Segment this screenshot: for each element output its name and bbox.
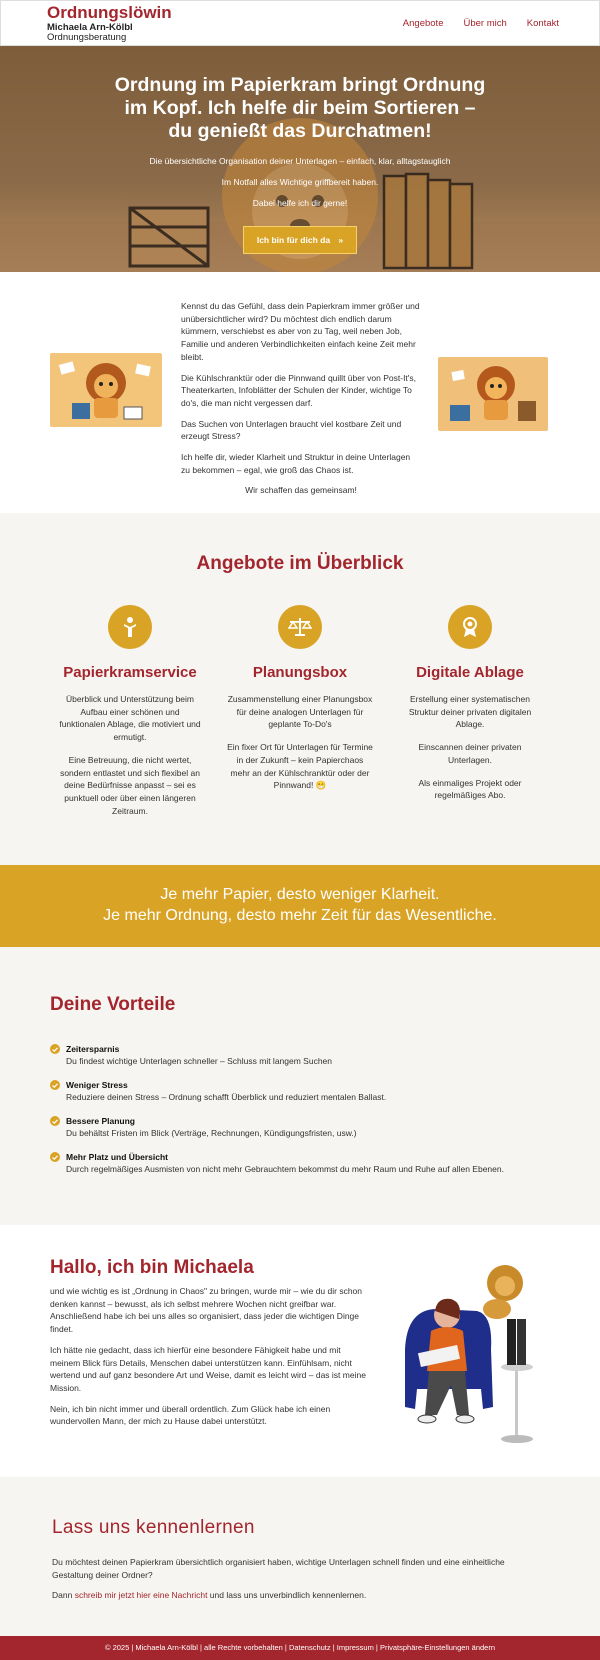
offer-paragraph: Als einmaliges Projekt oder regelmäßiges Abo. [418, 777, 522, 801]
benefits-section [0, 947, 600, 1225]
offers-grid [0, 605, 600, 827]
hero-text [0, 156, 600, 209]
offer-text [215, 693, 385, 792]
about-paragraph: und wie wichtig es ist „Ordnung in Chaos" zu bringen, wurde mir – wie du dir schon denken kannst – bewusst, als ich selbst mehrere Wochen nicht greifbar war. Anschließend habe ich bei uns alles so organisiert, dass jeder die wichtigen Dinge findet. [50, 1286, 363, 1335]
hero-cta-label: Ich bin für dich da [256, 235, 331, 245]
lion-reading-illustration [50, 353, 162, 427]
contact-text-after: und lass uns unverbindlich kennenlernen. [207, 1590, 367, 1601]
benefit-item [50, 1115, 550, 1139]
intro-text [181, 300, 421, 505]
nav-link-ueber-mich[interactable]: Über mich [463, 17, 507, 29]
about-section [0, 1225, 600, 1477]
site-header [0, 0, 600, 46]
footer-text: © 2025 | Michaela Arn-Kölbl | alle Rechte vorbehalten | Datenschutz | Impressum | Privatsphäre-Einstellungen ändern [104, 1643, 496, 1652]
benefit-text: Du behältst Fristen im Blick (Verträge, Rechnungen, Kündigungsfristen, usw.) [66, 1128, 357, 1138]
about-paragraph: Ich hätte nie gedacht, dass ich hierfür eine besondere Fähigkeit habe und mit meinem Blick fürs Details, Menschen dabei unterstützen kann. Einfühlsam, nicht wertend und auf ganz besondere Art und Weise, damit es leicht wird – das ist meine Mission. [50, 1344, 366, 1393]
scale-icon [278, 605, 322, 649]
offer-card-digitale-ablage [385, 605, 555, 827]
double-chevron-right-icon: » [338, 235, 344, 245]
benefit-text: Durch regelmäßiges Ausmisten von nicht mehr Gebrauchtem bekommst du mehr Raum und Ruhe auf allen Ebenen. [66, 1164, 504, 1174]
contact-text [52, 1556, 548, 1602]
offer-text [385, 693, 555, 802]
benefit-text: Du findest wichtige Unterlagen schneller – Schluss mit langem Suchen [66, 1056, 332, 1066]
offer-paragraph: Eine Betreuung, die nicht wertet, sondern entlastet und sich flexibel an deine Bedürfnisse anpasst – sei es punktuell oder über einen längeren Zeitraum. [60, 754, 200, 816]
award-icon [448, 605, 492, 649]
check-icon [50, 1152, 60, 1162]
offer-paragraph: Erstellung einer systematischen Struktur deiner privaten digitalen Ablage. [408, 694, 532, 730]
offer-paragraph: Zusammenstellung einer Planungsbox für deine analogen Unterlagen für geplante To-Do's [227, 694, 373, 730]
offer-text [45, 693, 215, 817]
check-icon [50, 1080, 60, 1090]
about-text [50, 1285, 373, 1436]
check-icon [50, 1116, 60, 1126]
offer-title: Digitale Ablage [416, 664, 524, 681]
intro-paragraph: Ich helfe dir, wieder Klarheit und Struktur in deine Unterlagen zu bekommen – egal, wie groß das Chaos ist. [181, 452, 411, 475]
benefit-text: Reduziere deinen Stress – Ordnung schafft Überblick und reduziert mentalen Ballast. [66, 1092, 387, 1102]
hero-line: Dabei helfe ich dir gerne! [252, 198, 348, 208]
quote-line: Je mehr Papier, desto weniger Klarheit. [160, 886, 440, 903]
offer-title: Planungsbox [252, 664, 348, 681]
intro-closing: Wir schaffen das gemeinsam! [245, 485, 357, 496]
hero-title: Ordnung im Papierkram bringt Ordnung im Kopf. Ich helfe dir beim Sortieren – du genießt das Durchatmen! [114, 74, 486, 142]
intro-section [0, 272, 600, 513]
benefit-item [50, 1079, 550, 1103]
benefit-title: Mehr Platz und Übersicht [66, 1152, 169, 1162]
hero-section [0, 46, 600, 272]
contact-paragraph [52, 1589, 548, 1602]
site-footer [0, 1636, 600, 1660]
benefits-title: Deine Vorteile [50, 994, 176, 1015]
brand-logo-link[interactable] [47, 4, 172, 42]
hero-cta-button[interactable] [243, 226, 357, 254]
nav-link-kontakt[interactable]: Kontakt [526, 17, 559, 29]
quote-line: Je mehr Ordnung, desto mehr Zeit für das Wesentliche. [103, 907, 497, 924]
brand-tagline: Ordnungsberatung [47, 31, 127, 43]
brand-name: Michaela Arn-Kölbl [47, 22, 133, 33]
benefit-item [50, 1043, 550, 1067]
intro-paragraph: Die Kühlschranktür oder die Pinnwand quillt über von Post-It's, Theaterkarten, Infoblätter der Schulen der Kinder, wichtige To do's, die man nicht vergessen darf. [181, 372, 417, 408]
offer-title: Papierkramservice [63, 664, 197, 681]
brand-title: Ordnungslöwin [47, 3, 172, 22]
offers-title: Angebote im Überblick [196, 553, 404, 574]
about-paragraph: Nein, ich bin nicht immer und überall ordentlich. Zum Glück habe ich einen wundervollen Mann, der mich zu Hause dabei unterstützt. [50, 1403, 331, 1427]
offer-card-planungsbox [215, 605, 385, 827]
contact-text-before: Dann [52, 1590, 75, 1601]
benefit-title: Weniger Stress [66, 1080, 128, 1090]
about-title: Hallo, ich bin Michaela [50, 1257, 254, 1278]
main-nav [403, 18, 559, 29]
contact-paragraph: Du möchtest deinen Papierkram übersichtlich organisiert haben, wichtige Unterlagen schnell finden und eine einheitliche Gestaltung deiner Ordner? [52, 1557, 505, 1580]
benefit-title: Zeitersparnis [66, 1044, 120, 1054]
intro-paragraph: Kennst du das Gefühl, dass dein Papierkram immer größer und unübersichtlicher wird? Du möchtest dich endlich darum kümmern, verschiebst es aber von zu Tag, weil neben Job, Familie und anderen Verbindlichkeiten einfach keine Zeit mehr bleibt. [181, 301, 420, 362]
portrait-photo [397, 1239, 549, 1449]
benefit-title: Bessere Planung [66, 1116, 135, 1126]
person-icon [108, 605, 152, 649]
contact-section [0, 1477, 600, 1636]
nav-link-angebote[interactable]: Angebote [402, 17, 444, 29]
hero-line: Die übersichtliche Organisation deiner Unterlagen – einfach, klar, alltagstauglich [149, 156, 451, 166]
benefit-list [50, 1043, 550, 1175]
offer-paragraph: Überblick und Unterstützung beim Aufbau einer schönen und funktionalen Ablage, die motiviert und ermutigt. [59, 694, 201, 743]
contact-message-link[interactable]: schreib mir jetzt hier eine Nachricht [74, 1590, 208, 1601]
offer-paragraph: Ein fixer Ort für Unterlagen für Termine in der Zukunft – kein Papierchaos mehr an der Kühlschranktür oder der Pinnwand! 😁 [227, 742, 373, 791]
contact-title: Lass uns kennenlernen [52, 1517, 255, 1538]
lion-sorting-illustration [438, 357, 548, 431]
hero-line: Im Notfall alles Wichtige griffbereit haben. [221, 177, 379, 187]
benefit-item [50, 1151, 550, 1175]
offer-paragraph: Einscannen deiner privaten Unterlagen. [418, 742, 522, 765]
offer-card-papierkramservice [45, 605, 215, 827]
check-icon [50, 1044, 60, 1054]
intro-paragraph: Das Suchen von Unterlagen braucht viel kostbare Zeit und erzeugt Stress? [181, 418, 402, 442]
quote-banner [0, 865, 600, 947]
offers-section [0, 513, 600, 865]
